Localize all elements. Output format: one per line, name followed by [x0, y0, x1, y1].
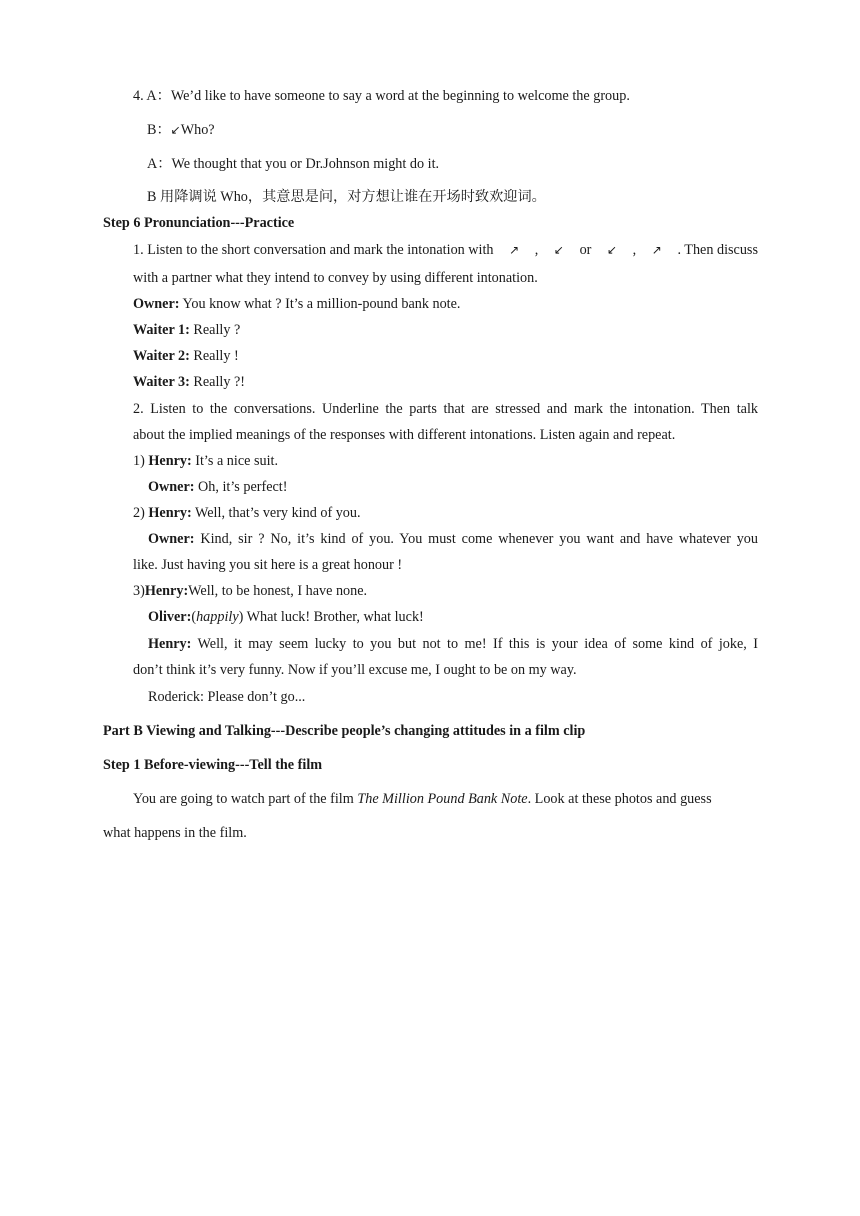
item4-line-b1 — [147, 121, 215, 139]
dialog-text: Well, it may seem lucky to you but not to me! If this is your idea of some kind of joke, I — [191, 636, 758, 652]
separator: , — [534, 242, 539, 258]
paragraph-text: You are going to watch part of the film — [133, 791, 358, 807]
speaker-label: Owner: — [133, 296, 180, 312]
conv3-line1 — [133, 582, 367, 600]
conv3-line2 — [148, 608, 424, 626]
dialog1-line — [133, 295, 460, 313]
speaker-label: Waiter 3: — [133, 374, 190, 390]
dialog-text: We’d like to have someone to say a word at the beginning to welcome the group. — [170, 88, 630, 104]
instruction-text: 1. Listen to the short conversation and mark the intonation with — [133, 242, 494, 258]
speaker-label: 4. A： — [133, 88, 171, 104]
paragraph-text: . Look at these photos and guess — [527, 791, 712, 807]
conv3-line4: don’t think it’s very funny. Now if you’ll excuse me, I ought to be on my way. — [133, 662, 577, 678]
partB-paragraph-line2: what happens in the film. — [103, 825, 247, 841]
speaker-label: Henry: — [148, 636, 192, 652]
dialog1-line — [133, 347, 239, 365]
step6-p2-line1: 2. Listen to the conversations. Underline the parts that are stressed and mark the intonation. Then talk — [133, 401, 758, 417]
partB-step1-heading: Step 1 Before-viewing---Tell the film — [103, 757, 323, 773]
dialog-text: Well, that’s very kind of you. — [191, 505, 361, 521]
step6-heading: Step 6 Pronunciation---Practice — [103, 215, 295, 231]
dialog-text: Really ? — [189, 322, 241, 338]
falling-arrow-icon: ↙ — [607, 243, 618, 257]
conv3-line3 — [148, 635, 758, 653]
dialog-text: You know what ? It’s a million-pound bank note. — [179, 296, 461, 312]
paren-open: ( — [191, 609, 197, 625]
speaker-label: Waiter 2: — [133, 348, 190, 364]
speaker-label: A： — [147, 156, 172, 172]
speaker-label: Waiter 1: — [133, 322, 190, 338]
step6-p2-line2: about the implied meanings of the responses with different intonations. Listen again and repeat. — [133, 427, 676, 443]
dialog-text: Well, to be honest, I have none. — [188, 583, 368, 599]
item4-line-a1 — [133, 87, 630, 105]
speaker-label: Owner: — [148, 479, 195, 495]
film-title: The Million Pound Bank Note — [357, 791, 528, 807]
dialog-text: It’s a nice suit. — [191, 453, 279, 469]
conv1-line2 — [148, 478, 287, 496]
dialog-text: Oh, it’s perfect! — [194, 479, 288, 495]
dialog-text: Really ! — [189, 348, 239, 364]
separator: , — [632, 242, 637, 258]
partB-heading: Part B Viewing and Talking---Describe people’s changing attitudes in a film clip — [103, 723, 586, 739]
item-number: 3) — [133, 583, 145, 599]
conv2-line2 — [148, 530, 758, 548]
stage-direction: happily — [196, 609, 239, 625]
or-text: or — [579, 242, 592, 258]
dialog-text: Who? — [180, 122, 215, 138]
partB-paragraph-line1 — [133, 790, 712, 808]
instruction-text: . Then discuss — [677, 242, 758, 258]
speaker-label: Henry: — [144, 583, 189, 599]
speaker-label: Owner: — [148, 531, 195, 547]
rising-arrow-icon: ↗ — [651, 243, 662, 257]
item4-line-a2 — [147, 155, 439, 173]
dialog-text: ) What luck! Brother, what luck! — [238, 609, 424, 625]
conv2-line1 — [133, 504, 361, 522]
dialog-text: Kind, sir ? No, it’s kind of you. You must come whenever you want and have whatever you — [194, 531, 758, 547]
item-number: 1) — [133, 453, 149, 469]
speaker-label: Henry: — [148, 505, 192, 521]
falling-arrow-icon: ↙ — [170, 123, 181, 137]
conv3-line5: Roderick: Please don’t go... — [148, 689, 306, 705]
item4-note: B 用降调说 Who，其意思是问，对方想让谁在开场时致欢迎词。 — [147, 189, 546, 205]
dialog1-line — [133, 321, 240, 339]
dialog1-line — [133, 373, 245, 391]
speaker-label: Oliver: — [148, 609, 192, 625]
falling-arrow-icon: ↙ — [553, 243, 564, 257]
step6-p1-line1 — [133, 241, 758, 259]
speaker-label: Henry: — [148, 453, 192, 469]
rising-arrow-icon: ↗ — [509, 243, 520, 257]
item-number: 2) — [133, 505, 149, 521]
speaker-label: B： — [147, 122, 171, 138]
dialog-text: We thought that you or Dr.Johnson might do it. — [171, 156, 440, 172]
step6-p1-line2: with a partner what they intend to convey by using different intonation. — [133, 270, 538, 286]
dialog-text: Really ?! — [189, 374, 246, 390]
conv1-line1 — [133, 452, 278, 470]
conv2-line3: like. Just having you sit here is a great honour ! — [133, 557, 403, 573]
